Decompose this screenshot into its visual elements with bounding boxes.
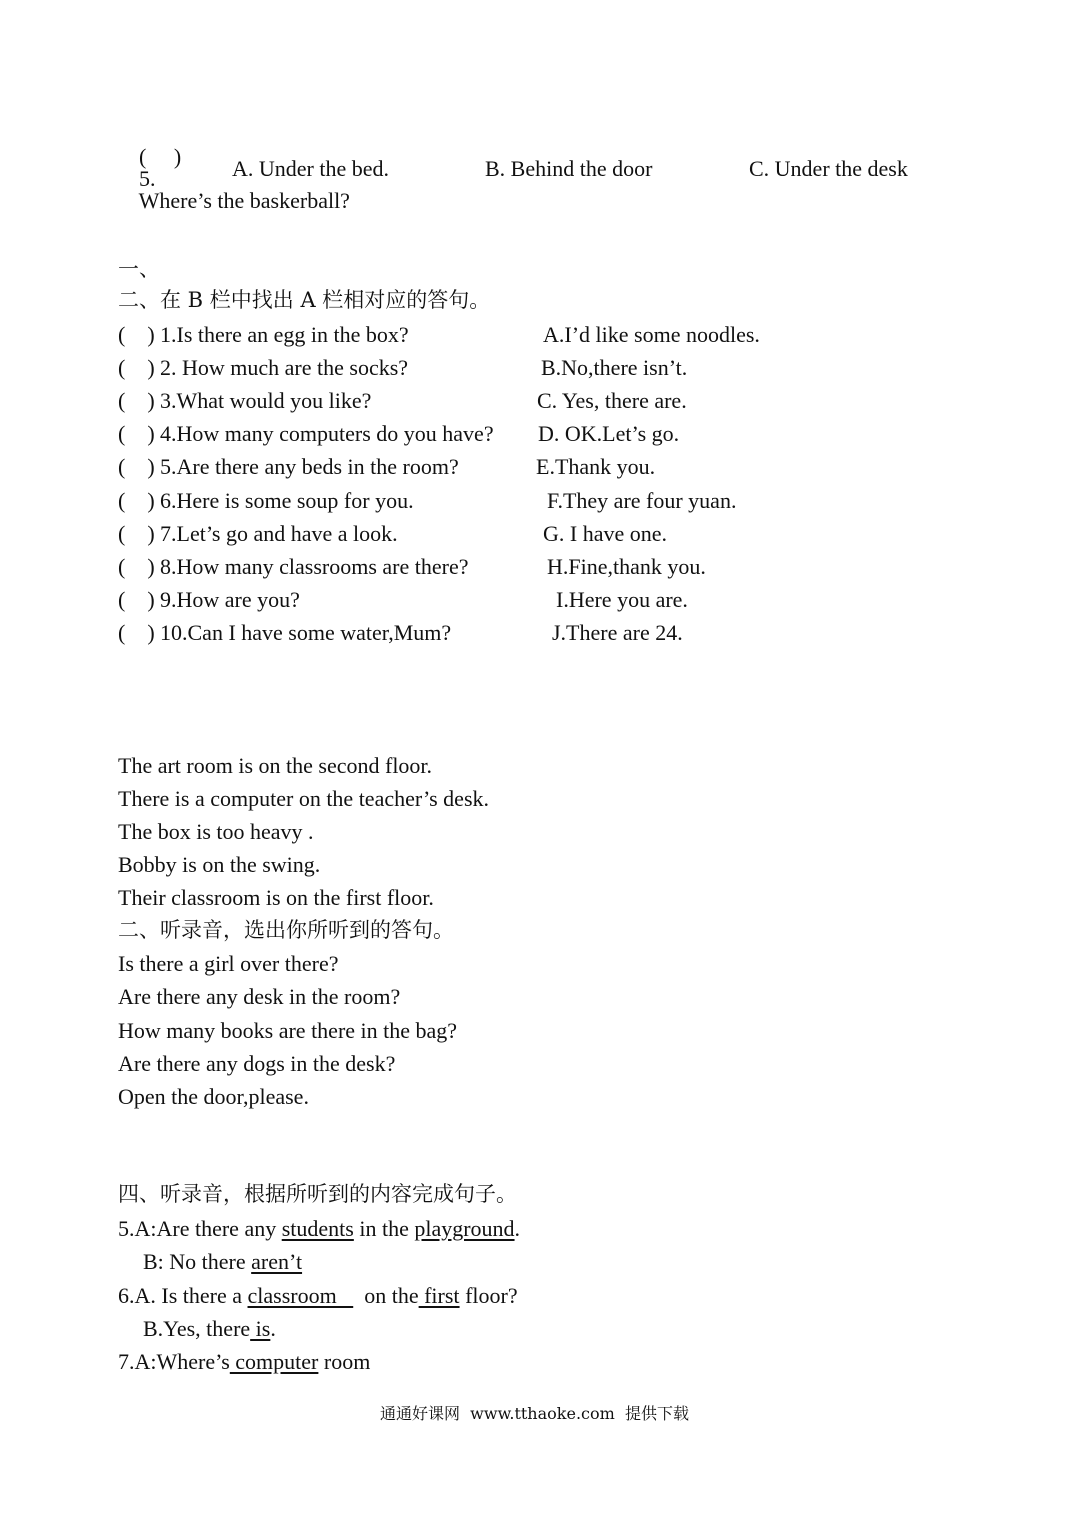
match-paren: ( ) — [118, 620, 155, 645]
answer-blank: first — [418, 1283, 460, 1308]
match-paren: ( ) — [118, 488, 155, 513]
listening-item: Open the door,please. — [118, 1084, 309, 1109]
sentence: Bobby is on the swing. — [118, 852, 321, 877]
sentence: Their classroom is on the first floor. — [118, 885, 434, 910]
match-answer: D. OK.Let’s go. — [538, 421, 680, 446]
answer-blank: classroom — [247, 1283, 354, 1308]
sentence: The box is too heavy . — [118, 819, 314, 844]
answer-blank: computer — [229, 1349, 319, 1374]
match-paren: ( ) — [118, 388, 155, 413]
match-answer: A.I’d like some noodles. — [543, 322, 760, 347]
match-question: 4.How many computers do you have? — [160, 421, 494, 446]
match-question: 8.How many classrooms are there? — [160, 554, 469, 579]
match-question: 10.Can I have some water,Mum? — [160, 620, 452, 645]
answer-blank: playground — [414, 1216, 515, 1241]
q5-text: Where’s the baskerball? — [138, 188, 350, 213]
match-question: 2. How much are the socks? — [160, 355, 409, 380]
page-footer: 通通好课网 www.tthaoke.com 提供下载 — [380, 1404, 689, 1423]
answer-blank: aren’t — [251, 1249, 303, 1274]
fill-q6-a: 6.A. Is there a classroom on the first floor? — [118, 1283, 518, 1308]
match-answer: E.Thank you. — [536, 454, 656, 479]
match-answer: J.There are 24. — [552, 620, 683, 645]
sentence: There is a computer on the teacher’s desk. — [118, 786, 490, 811]
section-2b-heading: 二、听录音，选出你所听到的答句。 — [118, 918, 454, 942]
answer-paren: ( ) — [139, 144, 182, 169]
match-paren: ( ) — [118, 521, 155, 546]
match-paren: ( ) — [118, 322, 155, 347]
match-question: 5.Are there any beds in the room? — [160, 454, 459, 479]
listening-item: Are there any dogs in the desk? — [118, 1051, 396, 1076]
match-question: 7.Let’s go and have a look. — [160, 521, 398, 546]
fill-q6-b: B.Yes, there is. — [143, 1316, 276, 1341]
answer-blank: is — [250, 1316, 271, 1341]
match-answer: G. I have one. — [543, 521, 668, 546]
match-paren: ( ) — [118, 554, 155, 579]
section-2a-heading: 二、在 B 栏中找出 A 栏相对应的答句。 — [118, 288, 491, 312]
match-paren: ( ) — [118, 355, 155, 380]
answer-blank: students — [281, 1216, 354, 1241]
match-paren: ( ) — [118, 421, 155, 446]
match-paren: ( ) — [118, 454, 155, 479]
q5-option-c: C. Under the desk — [749, 156, 908, 181]
match-answer: H.Fine,thank you. — [547, 554, 706, 579]
match-answer: I.Here you are. — [556, 587, 688, 612]
fill-q5-b: B: No there aren’t — [143, 1249, 303, 1274]
section-1-heading: 一、 — [118, 257, 160, 281]
match-question: 6.Here is some soup for you. — [160, 488, 414, 513]
sentence: The art room is on the second floor. — [118, 753, 433, 778]
fill-q7-a: 7.A:Where’s computer room — [118, 1349, 371, 1374]
q5-option-b: B. Behind the door — [485, 156, 653, 181]
listening-item: How many books are there in the bag? — [118, 1018, 458, 1043]
match-question: 9.How are you? — [160, 587, 300, 612]
listening-item: Are there any desk in the room? — [118, 984, 401, 1009]
section-4-heading: 四、听录音，根据所听到的内容完成句子。 — [118, 1182, 517, 1206]
match-answer: C. Yes, there are. — [537, 388, 687, 413]
match-question: 1.Is there an egg in the box? — [160, 322, 409, 347]
match-answer: F.They are four yuan. — [547, 488, 737, 513]
match-question: 3.What would you like? — [160, 388, 372, 413]
q5-number: 5. — [139, 166, 156, 191]
fill-q5-a: 5.A:Are there any students in the playground. — [118, 1216, 521, 1241]
listening-item: Is there a girl over there? — [118, 951, 339, 976]
q5-option-a: A. Under the bed. — [232, 156, 390, 181]
match-paren: ( ) — [118, 587, 155, 612]
match-answer: B.No,there isn’t. — [541, 355, 688, 380]
